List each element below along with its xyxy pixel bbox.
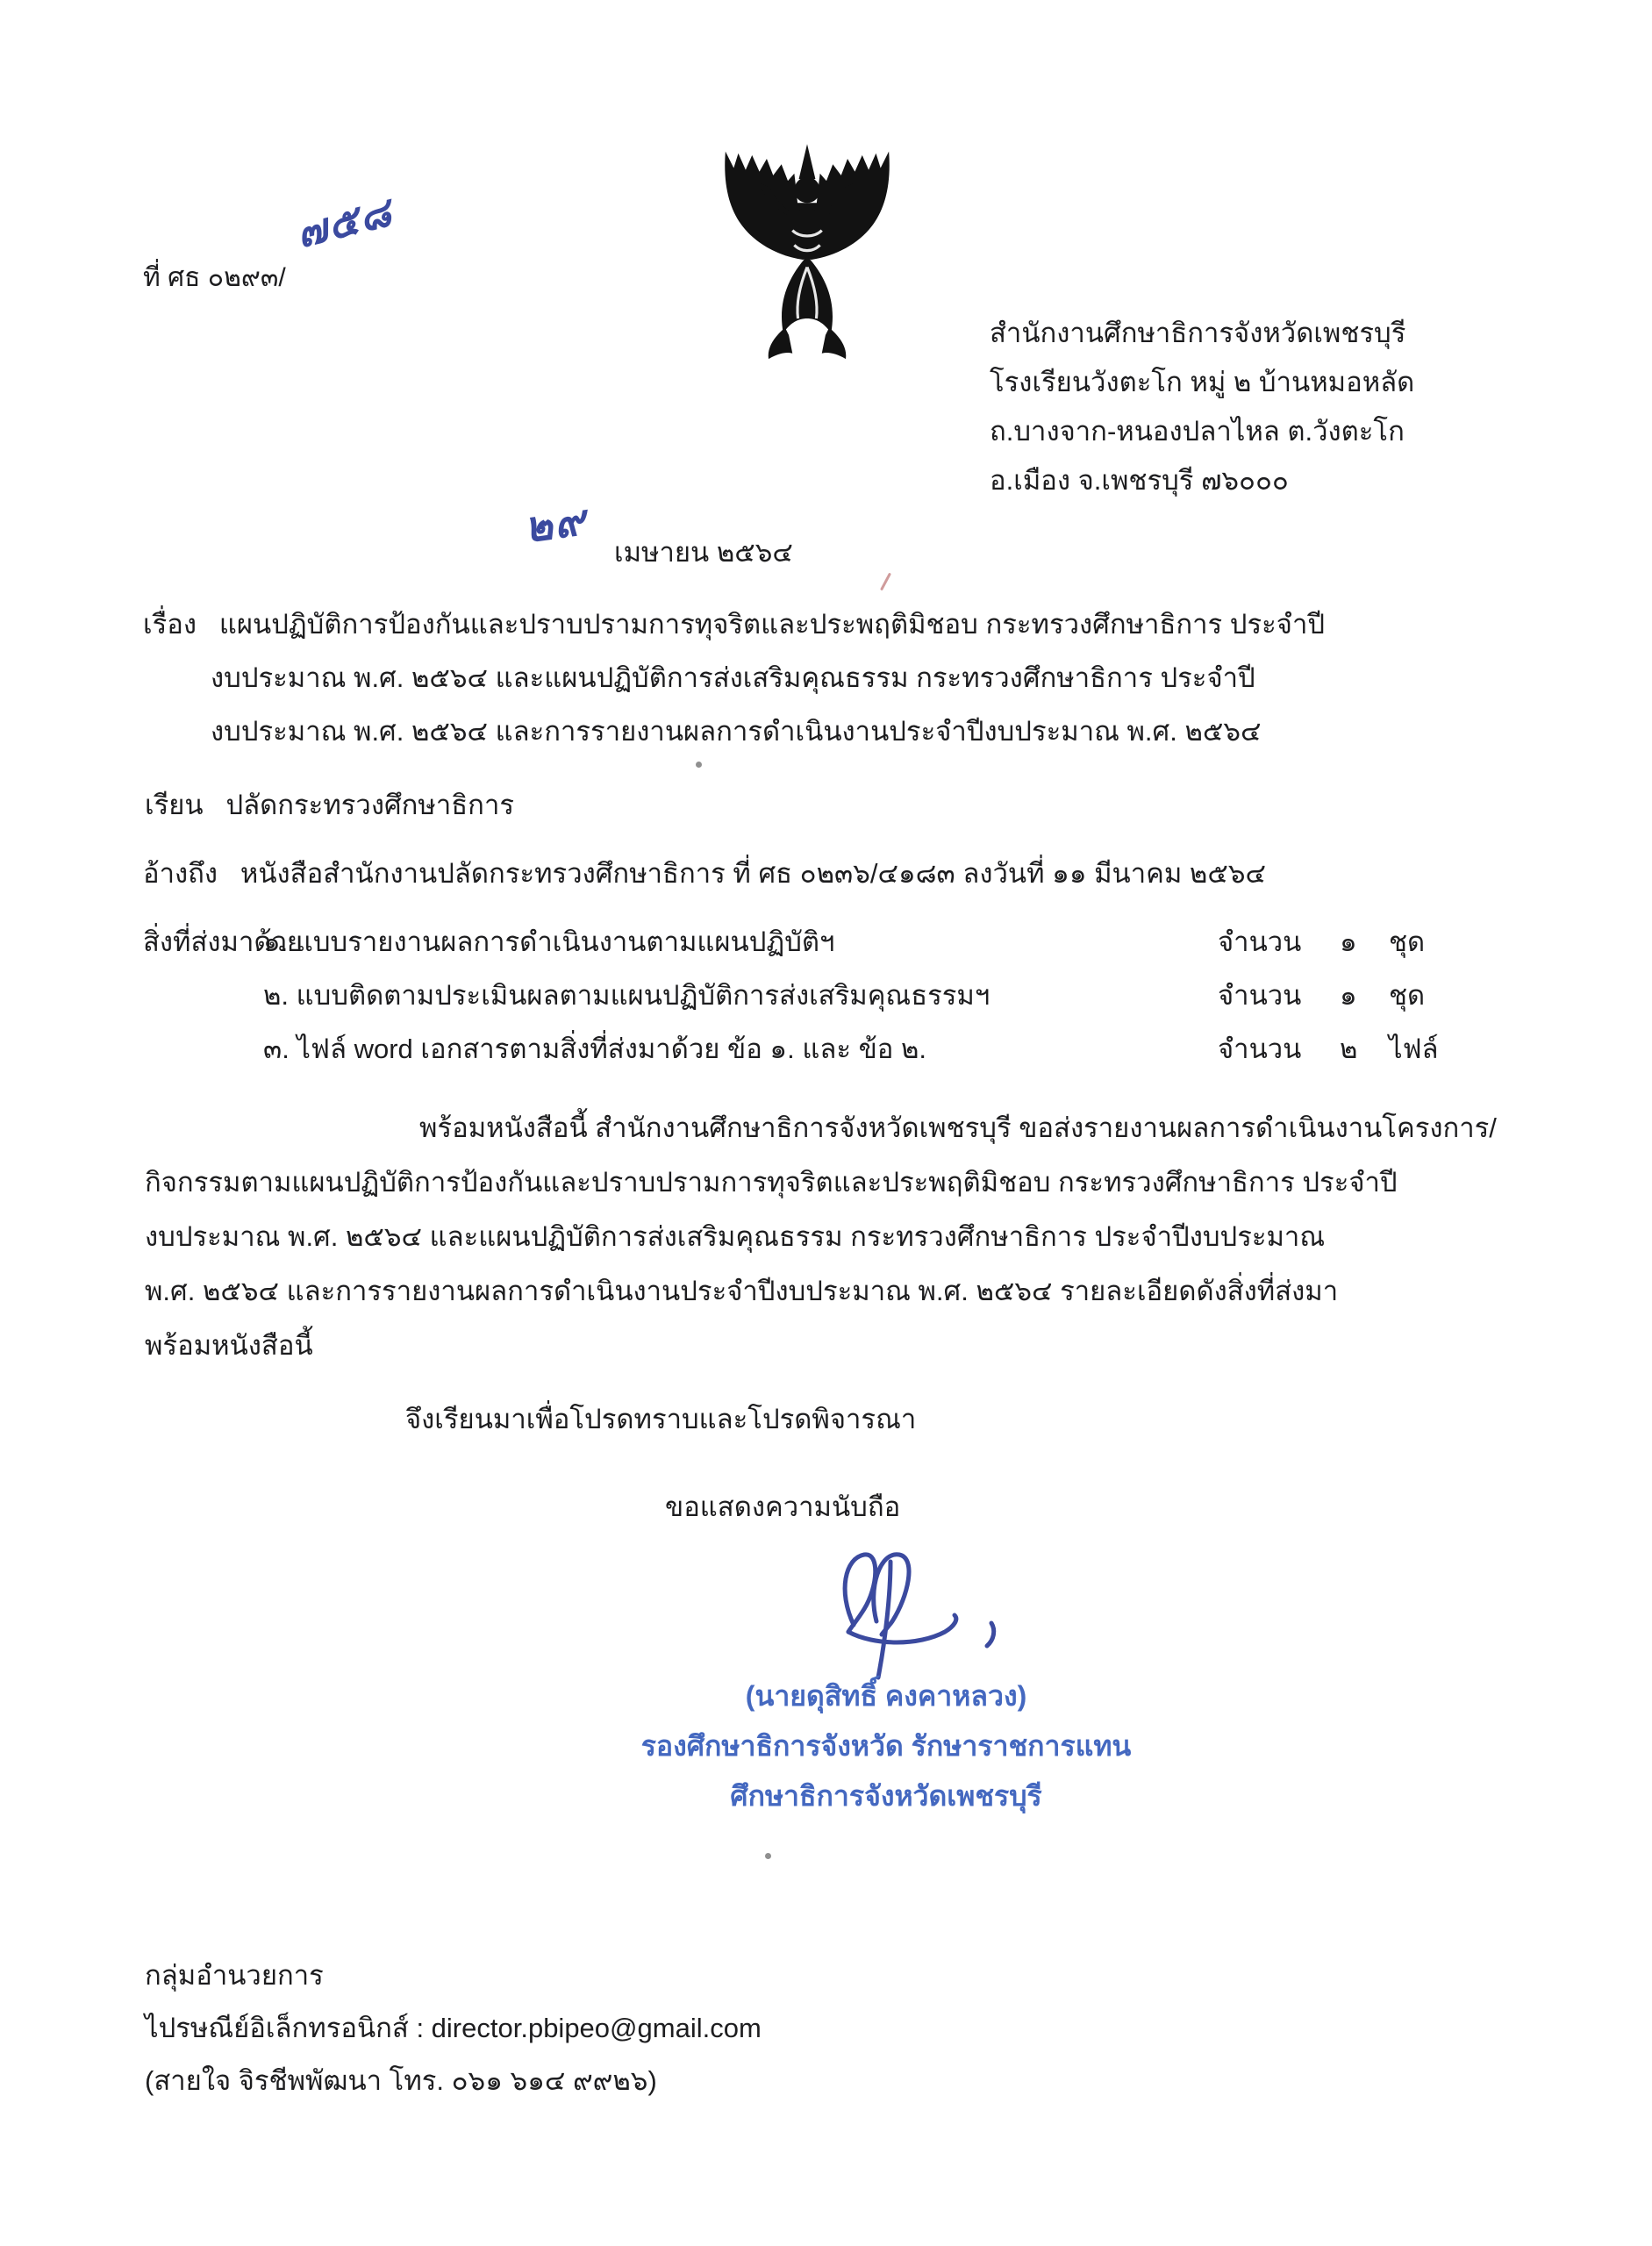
reference-label: อ้างถึง — [143, 858, 218, 889]
sender-line-2: โรงเรียนวังตะโก หมู่ ๒ บ้านหมอหลัด — [990, 367, 1415, 397]
attachment-1-qty: ๑ — [1340, 926, 1357, 957]
body-line-5: พร้อมหนังสือนี้ — [145, 1330, 313, 1361]
sender-address-block — [990, 309, 1414, 505]
letter-number — [143, 263, 286, 294]
scan-dot-artifact-2 — [765, 1853, 771, 1859]
closing-request: จึงเรียนมาเพื่อโปรดทราบและโปรดพิจารณา — [405, 1404, 917, 1434]
footer-division: กลุ่มอำนวยการ — [145, 1960, 324, 1991]
sender-line-1: สำนักงานศึกษาธิการจังหวัดเพชรบุรี — [990, 318, 1406, 348]
subject-label: เรื่อง — [143, 609, 197, 640]
signature-handwriting-icon — [812, 1537, 1031, 1691]
sender-line-4: อ.เมือง จ.เพชรบุรี ๗๖๐๐๐ — [990, 465, 1289, 496]
signer-title-2: ศึกษาธิการจังหวัดเพชรบุรี — [730, 1780, 1042, 1812]
body-line-3: งบประมาณ พ.ศ. ๒๕๖๔ และแผนปฏิบัติการส่งเสริมคุณธรรม กระทรวงศึกษาธิการ ประจำปีงบประมาณ — [145, 1221, 1326, 1252]
subject-line-1: แผนปฏิบัติการป้องกันและปราบปรามการทุจริตและประพฤติมิชอบ กระทรวงศึกษาธิการ ประจำปี — [218, 609, 1326, 640]
attachment-3-text: ๓. ไฟล์ word เอกสารตามสิ่งที่ส่งมาด้วย ข้อ ๑. และ ข้อ ๒. — [263, 1034, 927, 1064]
attachment-3-qty-label: จำนวน — [1218, 1034, 1302, 1064]
attachment-1-unit: ชุด — [1389, 926, 1426, 957]
attachment-1-qty-label: จำนวน — [1218, 926, 1302, 957]
signer-title-1: รองศึกษาธิการจังหวัด รักษาราชการแทน — [640, 1730, 1132, 1762]
subject-row — [143, 609, 1325, 640]
signer-block — [623, 1671, 1149, 1821]
date-day-handwritten: ๒๙ — [521, 497, 590, 553]
garuda-emblem-icon — [695, 139, 919, 377]
scan-dot-artifact-1 — [696, 762, 702, 768]
date-month-year: เมษายน ๒๕๖๔ — [614, 537, 793, 568]
attachment-2-qty: ๑ — [1340, 980, 1357, 1011]
body-line-4: พ.ศ. ๒๕๖๔ และการรายงานผลการดำเนินงานประจำปีงบประมาณ พ.ศ. ๒๕๖๔ รายละเอียดดังสิ่งที่ส่งมา — [145, 1276, 1339, 1306]
body-line-2: กิจกรรมตามแผนปฏิบัติการป้องกันและปราบปรามการทุจริตและประพฤติมิชอบ กระทรวงศึกษาธิการ ประจำปี — [145, 1167, 1398, 1198]
reference-text: หนังสือสำนักงานปลัดกระทรวงศึกษาธิการ ที่ ศธ ๐๒๓๖/๔๑๘๓ ลงวันที่ ๑๑ มีนาคม ๒๕๖๔ — [240, 858, 1266, 889]
addressee-row — [145, 790, 514, 821]
salutation: ขอแสดงความนับถือ — [665, 1491, 901, 1522]
attachment-2-text: ๒. แบบติดตามประเมินผลตามแผนปฏิบัติการส่งเสริมคุณธรรมฯ — [263, 980, 990, 1011]
body-line-1: พร้อมหนังสือนี้ สำนักงานศึกษาธิการจังหวัดเพชรบุรี ขอส่งรายงานผลการดำเนินงานโครงการ/ — [419, 1112, 1497, 1143]
attachments-label: สิ่งที่ส่งมาด้วย — [143, 926, 304, 957]
subject-line-2: งบประมาณ พ.ศ. ๒๕๖๔ และแผนปฏิบัติการส่งเสริมคุณธรรม กระทรวงศึกษาธิการ ประจำปี — [211, 662, 1255, 693]
attachment-2-qty-label: จำนวน — [1218, 980, 1302, 1011]
reference-row — [143, 858, 1266, 890]
attachment-3-qty: ๒ — [1340, 1034, 1358, 1064]
letter-number-printed: ที่ ศธ ๐๒๙๓/ — [143, 263, 286, 292]
footer-block — [145, 1949, 762, 2107]
addressee-label: เรียน — [145, 790, 204, 820]
addressee-text: ปลัดกระทรวงศึกษาธิการ — [225, 790, 514, 820]
letter-number-handwritten: ๗๕๘ — [291, 188, 397, 257]
signer-name: (นายดุสิทธิ์ คงคาหลวง) — [745, 1680, 1027, 1712]
footer-email-line: ไปรษณีย์อิเล็กทรอนิกส์ : director.pbipeo@gmail.com — [145, 2013, 762, 2043]
sender-line-3: ถ.บางจาก-หนองปลาไหล ต.วังตะโก — [990, 416, 1405, 447]
attachment-2-unit: ชุด — [1389, 980, 1426, 1011]
attachment-1-text: ๑. แบบรายงานผลการดำเนินงานตามแผนปฏิบัติฯ — [263, 926, 835, 957]
attachment-3-unit: ไฟล์ — [1389, 1034, 1439, 1064]
footer-contact-line: (สายใจ จิรชีพพัฒนา โทร. ๐๖๑ ๖๑๔ ๙๙๒๖) — [145, 2065, 657, 2096]
subject-line-3: งบประมาณ พ.ศ. ๒๕๖๔ และการรายงานผลการดำเนินงานประจำปีงบประมาณ พ.ศ. ๒๕๖๔ — [211, 716, 1262, 747]
pen-tick-mark — [880, 573, 891, 591]
